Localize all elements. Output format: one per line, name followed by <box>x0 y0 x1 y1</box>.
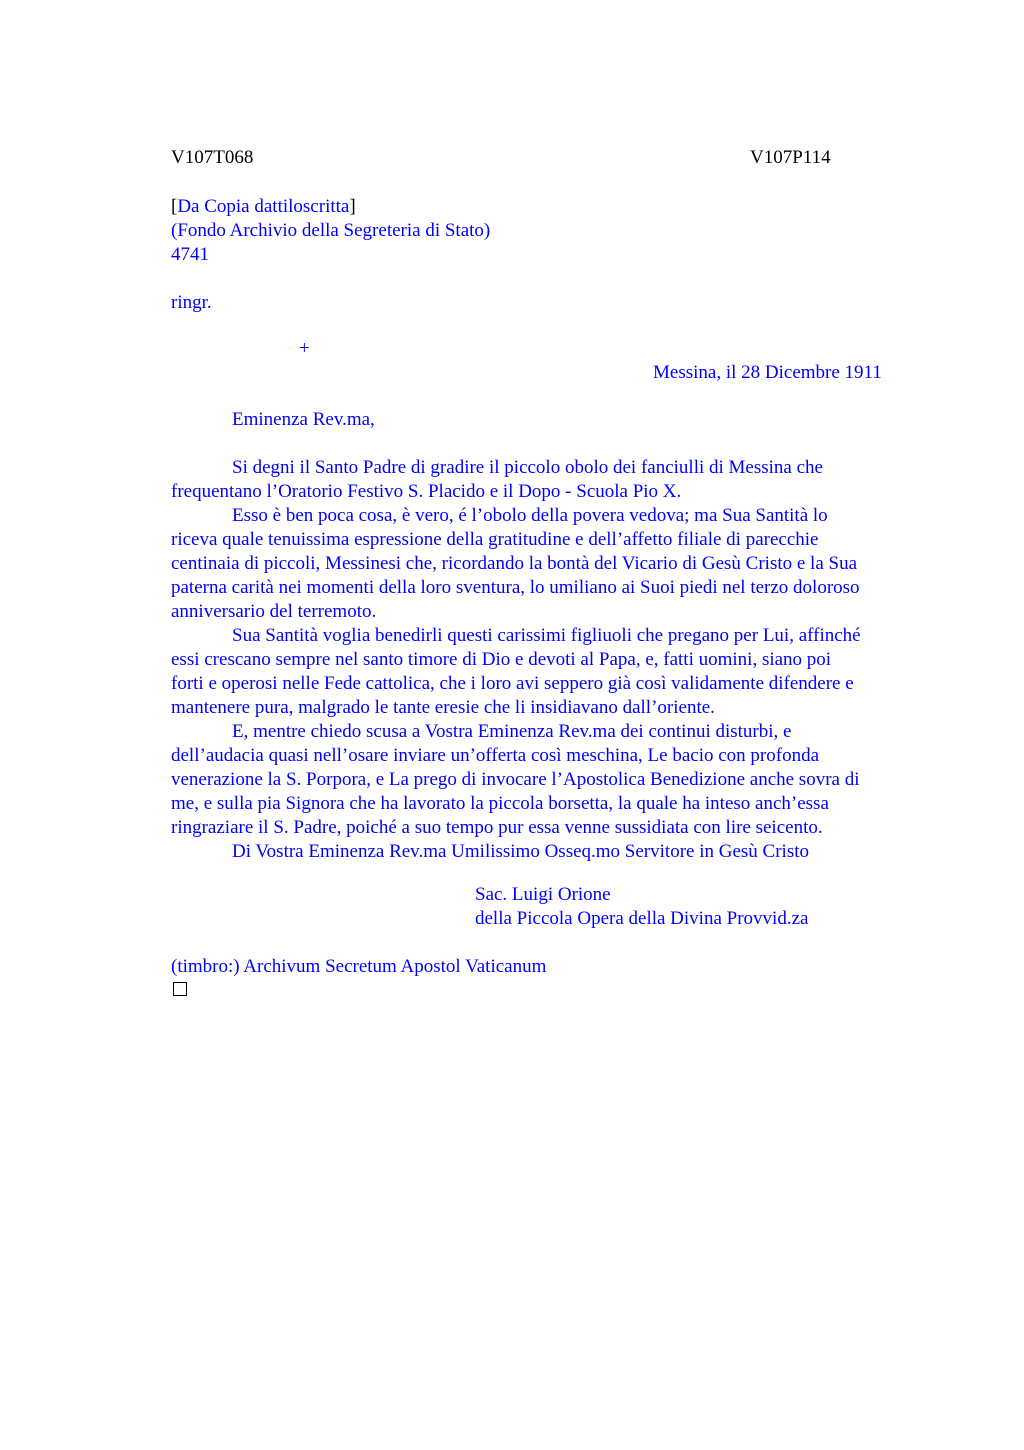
body-line: Esso è ben poca cosa, è vero, é l’obolo della povera vedova; ma Sua Santità lo <box>232 505 828 526</box>
body-line: dell’audacia quasi nell’osare inviare un’offerta così meschina, Le bacio con profonda <box>171 745 820 766</box>
body-line: frequentano l’Oratorio Festivo S. Placido e il Dopo - Scuola Pio X. <box>171 481 682 502</box>
body-line: venerazione la S. Porpora, e La prego di invocare l’Apostolica Benedizione anche sovra di <box>171 769 860 790</box>
cross-symbol: + <box>299 338 310 359</box>
body-line: Sua Santità voglia benedirli questi carissimi figliuoli che pregano per Lui, affinché <box>232 625 861 646</box>
source-block <box>171 195 931 267</box>
body-line: E, mentre chiedo scusa a Vostra Eminenza Rev.ma dei continui disturbi, e <box>232 721 792 742</box>
document-code-left: V107T068 <box>171 147 254 168</box>
paragraph <box>171 840 971 864</box>
salutation: Eminenza Rev.ma, <box>232 409 375 430</box>
body-line: Si degni il Santo Padre di gradire il piccolo obolo dei fanciulli di Messina che <box>232 457 823 478</box>
paragraph <box>171 720 971 840</box>
body-line: ringraziare il S. Padre, poiché a suo tempo pur essa venne sussidiata con lire seicento. <box>171 817 823 838</box>
paragraph <box>171 624 971 720</box>
signature-name: Sac. Luigi Orione <box>475 884 611 905</box>
body-line: riceva quale tenuissima espressione della gratitudine e dell’affetto filiale di parecchie <box>171 529 819 550</box>
body-line: anniversario del terremoto. <box>171 601 377 622</box>
dateline: Messina, il 28 Dicembre 1911 <box>653 362 882 383</box>
bracket-open: [ <box>171 196 178 217</box>
copy-note-line <box>171 195 931 219</box>
body-line: forti e operosi nelle Fede cattolica, che i loro avi seppero già così validamente difendere e <box>171 673 854 694</box>
letter-body <box>171 456 971 864</box>
body-line: mantenere pura, malgrado le tante eresie che li insidiavano dall’oriente. <box>171 697 715 718</box>
closing-line: Di Vostra Eminenza Rev.ma Umilissimo Osseq.mo Servitore in Gesù Cristo <box>232 841 809 862</box>
archive-fund: (Fondo Archivio della Segreteria di Stato) <box>171 220 491 241</box>
document-code-right: V107P114 <box>750 147 831 168</box>
copy-note: Da Copia dattiloscritta <box>177 196 350 217</box>
body-line: paterna carità nei momenti della loro sventura, lo umiliano ai Suoi piedi nel terzo doloroso <box>171 577 860 598</box>
stamp-note: (timbro:) Archivum Secretum Apostol Vaticanum <box>171 956 547 977</box>
paragraph <box>171 456 971 504</box>
signature-title: della Piccola Opera della Divina Provvid.za <box>475 908 809 929</box>
paragraph <box>171 504 971 624</box>
body-line: centinaia di piccoli, Messinesi che, ricordando la bontà del Vicario di Gesù Cristo e la Sua <box>171 553 858 574</box>
empty-box-symbol <box>173 982 187 996</box>
body-line: me, e sulla pia Signora che ha lavorato la piccola borsetta, la quale ha inteso anch’essa <box>171 793 829 814</box>
protocol-number: 4741 <box>171 244 209 265</box>
bracket-close: ] <box>349 196 356 217</box>
registry-note: ringr. <box>171 292 212 313</box>
body-line: essi crescano sempre nel santo timore di Dio e devoti al Papa, e, fatti uomini, siano poi <box>171 649 832 670</box>
signature-block <box>475 883 808 931</box>
